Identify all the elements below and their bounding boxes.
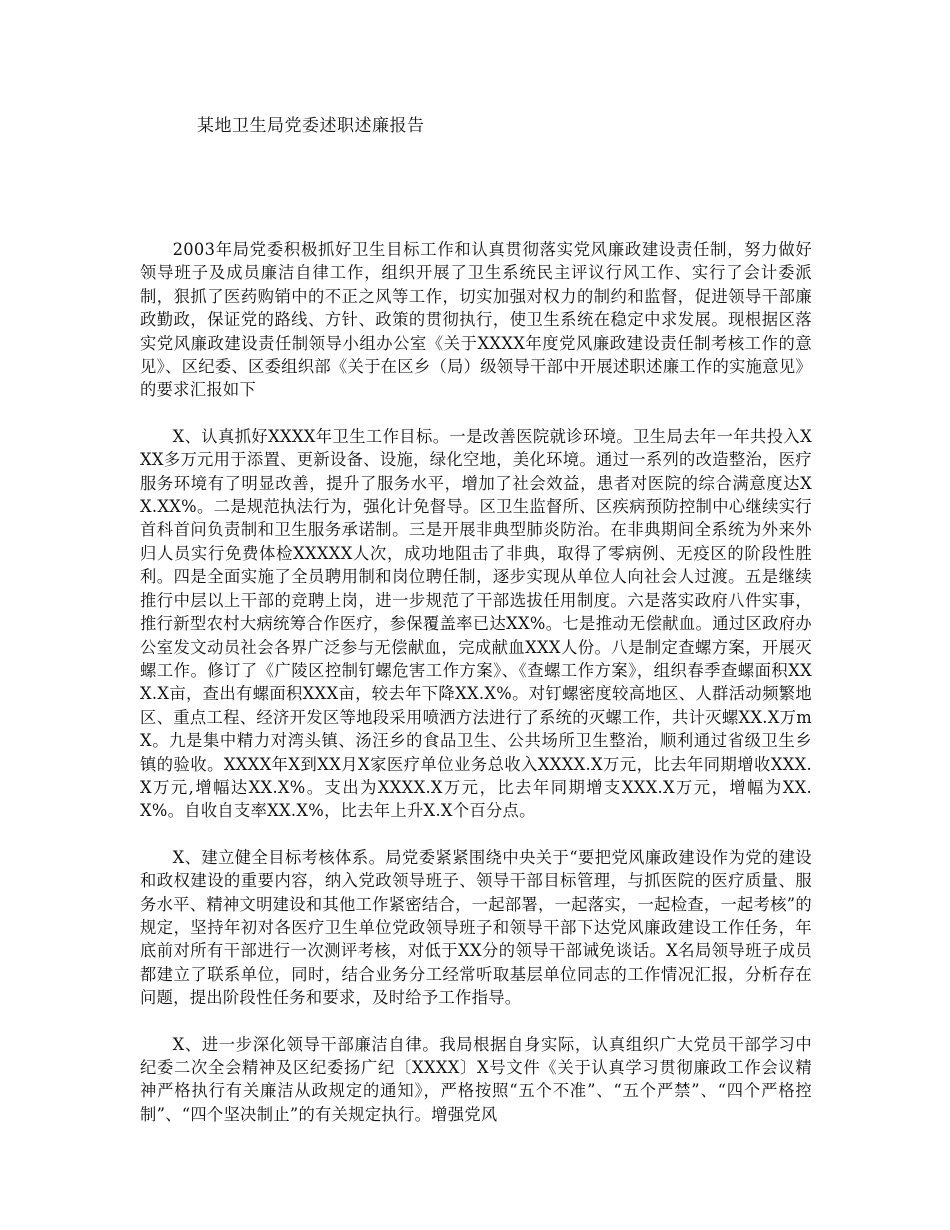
document-body — [140, 238, 812, 1149]
document-page — [140, 0, 812, 1230]
paragraph-self-discipline: X、进一步深化领导干部廉洁自律。我局根据自身实际，认真组织广大党员干部学习中纪委二次全会精神及区纪委扬广纪〔XXXX〕X号文件《关于认真学习贯彻廉政工作会议精神严格执行有关廉洁从政规定的通知》，严格按照“五个不准”、“五个严禁”、“四个严格控制”、“四个坚决制止”的有关规定执行。增强党风 — [140, 1034, 812, 1124]
paragraph-assessment-system: X、建立健全目标考核体系。局党委紧紧围绕中央关于“要把党风廉政建设作为党的建设和政权建设的重要内容，纳入党政领导班子、领导干部目标管理，与抓医院的医疗质量、服务水平、精神文明建设和其他工作紧密结合，一起部署，一起落实，一起检查，一起考核”的规定，坚持年初对各医疗卫生单位党政领导班子和领导干部下达党风廉政建设工作任务，年底前对所有干部进行一次测评考核，对低于XX分的领导干部诫免谈话。X名局领导班子成员都建立了联系单位，同时，结合业务分工经常听取基层单位同志的工作情况汇报，分析存在问题，提出阶段性任务和要求，及时给予工作指导。 — [140, 847, 812, 1008]
paragraph-intro: 2003年局党委积极抓好卫生目标工作和认真贯彻落实党风廉政建设责任制，努力做好领导班子及成员廉洁自律工作，组织开展了卫生系统民主评议行风工作、实行了会计委派制，狠抓了医药购销中的不正之风等工作，切实加强对权力的制约和监督，促进领导干部廉政勤政，保证党的路线、方针、政策的贯彻执行，使卫生系统在稳定中求发展。现根据区落实党风廉政建设责任制领导小组办公室《关于XXXX年度党风廉政建设责任制考核工作的意见》、区纪委、区委组织部《关于在区乡（局）级领导干部中开展述职述廉工作的实施意见》的要求汇报如下 — [140, 240, 812, 400]
document-title: 某地卫生局党委述职述廉报告 — [197, 116, 425, 136]
paragraph-work-targets: X、认真抓好XXXX年卫生工作目标。一是改善医院就诊环境。卫生局去年一年共投入XXX多万元用于添置、更新设备、设施，绿化空地，美化环境。通过一系列的改造整治，医疗服务环境有了明显改善，提升了服务水平，增加了社会效益，患者对医院的综合满意度达XX.XX%。二是规范执法行为，强化计免督导。区卫生监督所、区疾病预防控制中心继续实行首科首问负责制和卫生服务承诺制。三是开展非典型肺炎防治。在非典期间全系统为外来外归人员实行免费体检XXXXX人次，成功地阻击了非典，取得了零病例、无疫区的阶段性胜利。四是全面实施了全员聘用制和岗位聘任制，逐步实现从单位人向社会人过渡。五是继续推行中层以上干部的竞聘上岗，进一步规范了干部选拔任用制度。六是落实政府八件实事，推行新型农村大病统筹合作医疗，参保覆盖率已达XX%。七是推动无偿献血。通过区政府办公室发文动员社会各界广泛参与无偿献血，完成献血XXX人份。八是制定查螺方案，开展灭螺工作。修订了《广陵区控制钉螺危害工作方案》、《查螺工作方案》，组织春季查螺面积XXX.X亩，查出有螺面积XXX亩，较去年下降XX.X%。对钉螺密度较高地区、人群活动频繁地区、重点工程、经济开发区等地段采用喷洒方法进行了系统的灭螺工作，共计灭螺XX.X万m X。九是集中精力对湾头镇、汤汪乡的食品卫生、公共场所卫生整治，顺利通过省级卫生乡镇的验收。XXXX年X到XX月X家医疗单位业务总收入XXXX.X万元，比去年同期增收XXX.X万元,增幅达XX.X%。支出为XXXX.X万元，比去年同期增支XXX.X万元，增幅为XX.X%。自收自支率XX.X%，比去年上升X.X个百分点。 — [140, 426, 812, 821]
